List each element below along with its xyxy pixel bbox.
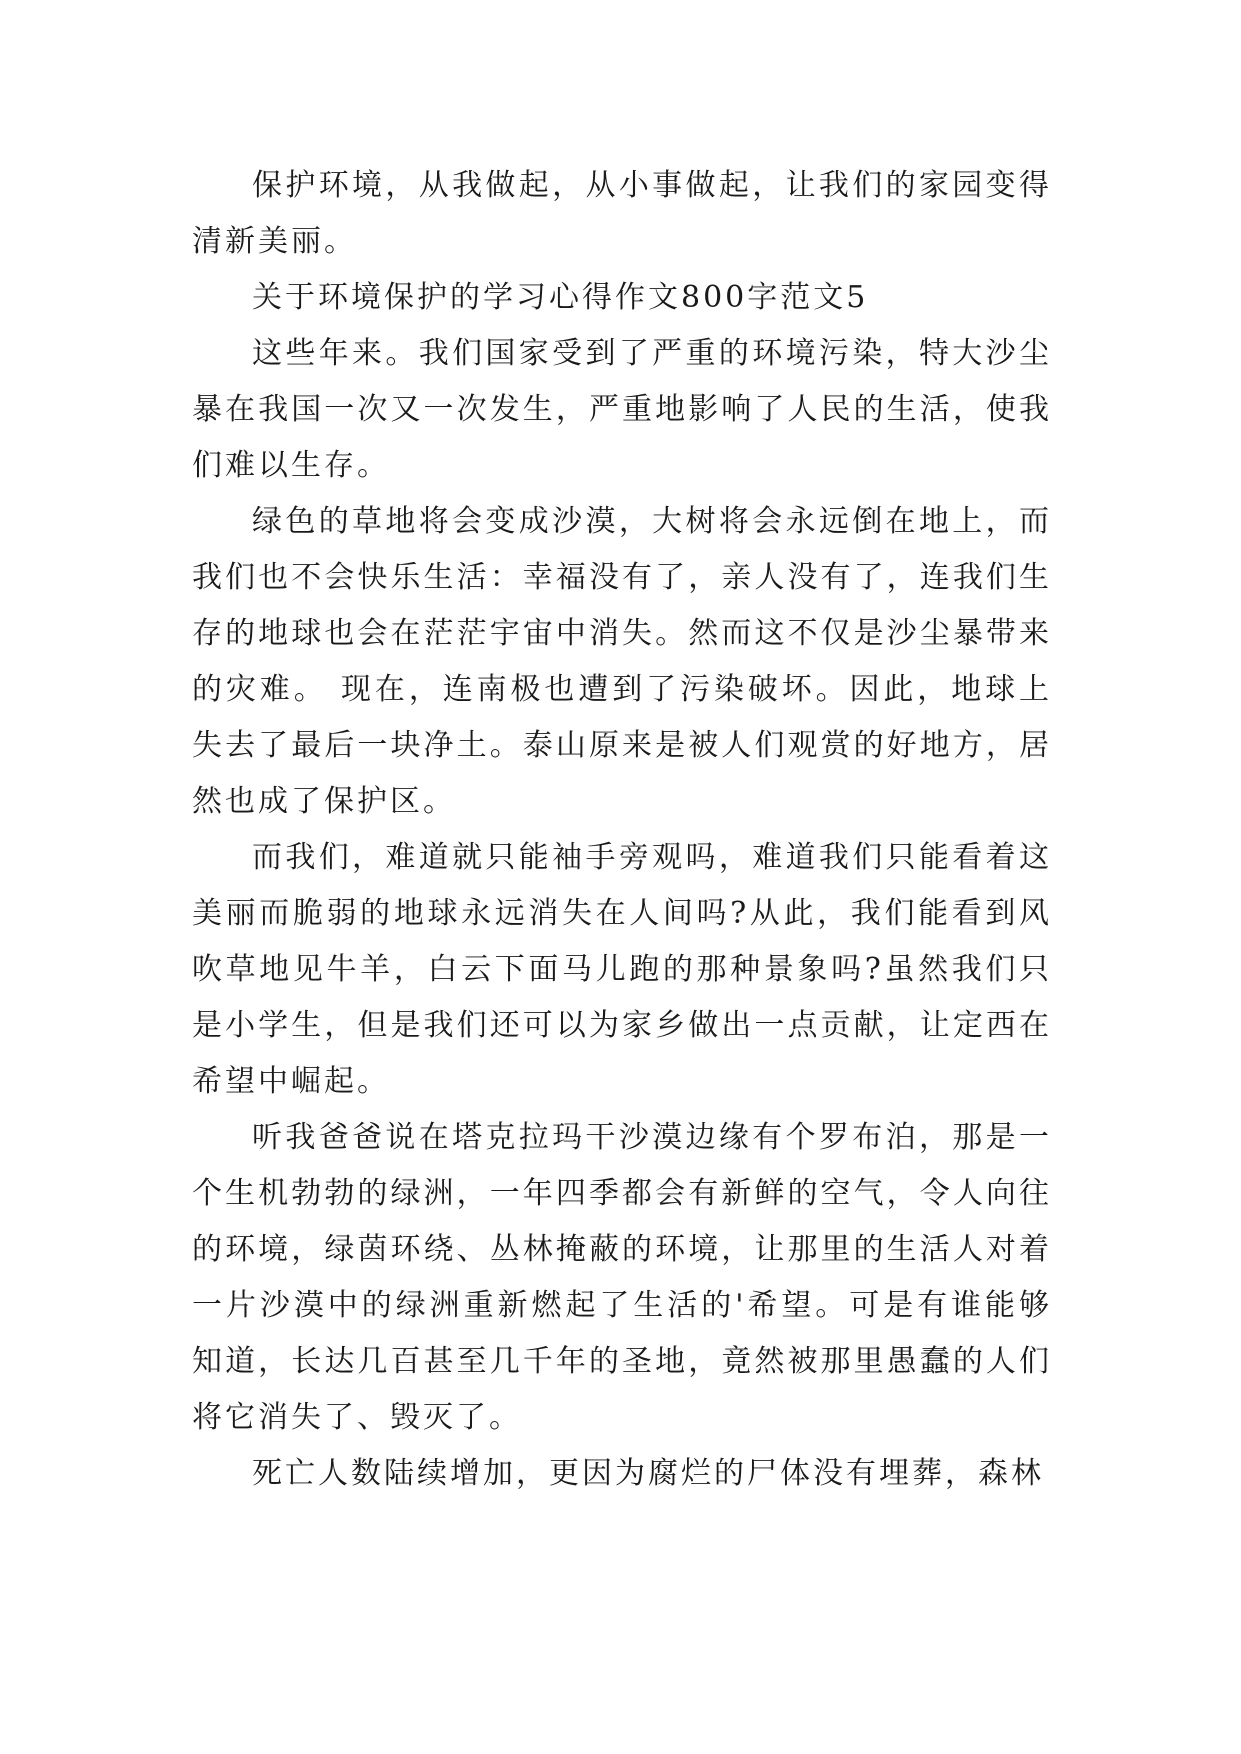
paragraph-intro: 保护环境，从我做起，从小事做起，让我们的家园变得清新美丽。: [192, 168, 1052, 259]
paragraph-3: 而我们，难道就只能袖手旁观吗，难道我们只能看着这美丽而脆弱的地球永远消失在人间吗?从此，我们能看到风吹草地见牛羊，白云下面马儿跑的那种景象吗?虽然我们只是小学生，但是我们还可以为家乡做出一点贡献，让定西在希望中崛起。: [192, 840, 1052, 1099]
section-heading: 关于环境保护的学习心得作文800字范文5: [252, 280, 869, 315]
paragraph-4: 听我爸爸说在塔克拉玛干沙漠边缘有个罗布泊，那是一个生机勃勃的绿洲，一年四季都会有新鲜的空气，令人向往的环境，绿茵环绕、丛林掩蔽的环境，让那里的生活人对着一片沙漠中的绿洲重新燃起了生活的'希望。可是有谁能够知道，长达几百甚至几千年的圣地，竟然被那里愚蠢的人们将它消失了、毁灭了。: [192, 1120, 1052, 1435]
paragraph-5: 死亡人数陆续增加，更因为腐烂的尸体没有埋葬，森林: [252, 1456, 1044, 1491]
document-page: [192, 158, 1052, 1502]
paragraph-1: 这些年来。我们国家受到了严重的环境污染，特大沙尘暴在我国一次又一次发生，严重地影响了人民的生活，使我们难以生存。: [192, 336, 1052, 483]
paragraph-2: 绿色的草地将会变成沙漠，大树将会永远倒在地上，而我们也不会快乐生活：幸福没有了，亲人没有了，连我们生存的地球也会在茫茫宇宙中消失。然而这不仅是沙尘暴带来的灾难。 现在，连南极也遭到了污染破坏。因此，地球上失去了最后一块净土。泰山原来是被人们观赏的好地方，居然也成了保护区。: [192, 504, 1052, 819]
